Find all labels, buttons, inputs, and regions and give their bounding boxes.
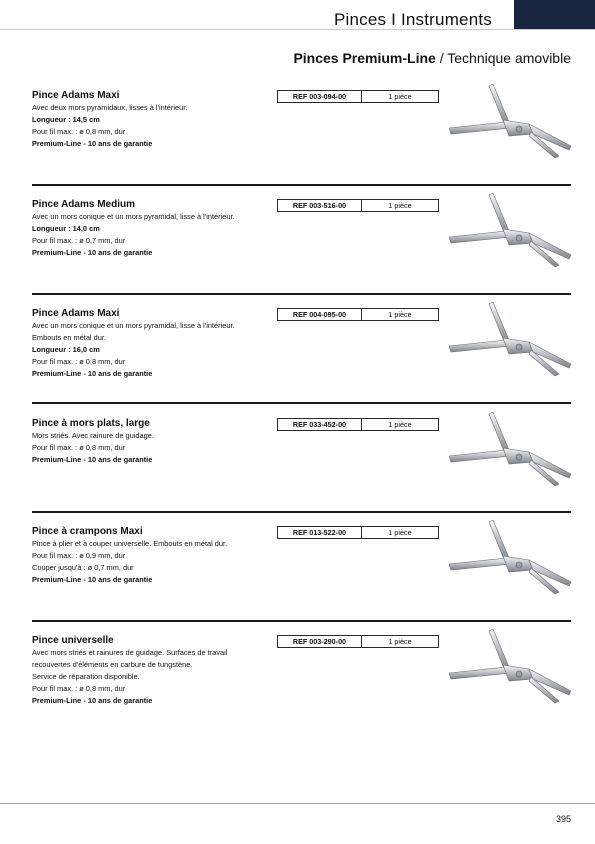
order-reference-box (277, 199, 439, 212)
product-divider (32, 402, 571, 404)
product-detail-line: Premium-Line - 10 ans de garantie (32, 455, 153, 464)
package-quantity: 1 pièce (388, 201, 412, 210)
product-detail-line: Pour fil max. : ø 0,7 mm, dur (32, 236, 126, 245)
product-detail-line: Premium-Line - 10 ans de garantie (32, 248, 153, 257)
flat-plier-icon (449, 412, 573, 496)
product-detail-line: Couper jusqu'à : ø 0,7 mm, dur (32, 563, 134, 572)
reference-number: REF 003-094-00 (278, 91, 362, 102)
product-divider (32, 293, 571, 295)
product-info (32, 635, 272, 707)
reference-number: REF 003-290-00 (278, 636, 362, 647)
product-detail-line: Pince à plier et à couper universelle. Embouts en métal dur. (32, 539, 228, 548)
product-name: Pince à crampons Maxi (32, 526, 143, 537)
product-detail-line: Pour fil max. : ø 0,8 mm, dur (32, 127, 126, 136)
adams-plier-icon (449, 193, 573, 277)
header-rule (0, 29, 595, 30)
product-detail-line: Avec deux mors pyramidaux, lisses à l'intérieur. (32, 103, 188, 112)
product-name: Pince Adams Maxi (32, 90, 120, 101)
order-reference-box (277, 526, 439, 539)
product-detail-line: Service de réparation disponible. (32, 672, 140, 681)
adams-plier-icon (449, 302, 573, 386)
product-info (32, 90, 272, 150)
product-info (32, 418, 272, 466)
product-info (32, 199, 272, 259)
package-quantity: 1 pièce (388, 528, 412, 537)
product-divider (32, 511, 571, 513)
package-quantity: 1 pièce (388, 310, 412, 319)
product-detail-line: Longueur : 14,0 cm (32, 224, 100, 233)
product-detail-line: Pour fil max. : ø 0,8 mm, dur (32, 443, 126, 452)
footer-rule (0, 803, 595, 804)
product-detail-line: Premium-Line - 10 ans de garantie (32, 139, 153, 148)
package-quantity: 1 pièce (388, 92, 412, 101)
product-divider (32, 184, 571, 186)
section-title-rest: / Technique amovible (435, 50, 571, 66)
product-detail-line: Premium-Line - 10 ans de garantie (32, 696, 153, 705)
product-detail-line: Pour fil max. : ø 0,8 mm, dur (32, 357, 126, 366)
package-quantity: 1 pièce (388, 420, 412, 429)
product-name: Pince universelle (32, 635, 114, 646)
reference-number: REF 013-522-00 (278, 527, 362, 538)
product-detail-line: Avec un mors conique et un mors pyramidal, lisse à l'intérieur. (32, 212, 235, 221)
adams-plier-icon (449, 84, 573, 168)
product-detail-line: Longueur : 14,5 cm (32, 115, 100, 124)
product-detail-line: Premium-Line - 10 ans de garantie (32, 575, 153, 584)
reference-number: REF 003-516-00 (278, 200, 362, 211)
product-detail-line: Pour fil max. : ø 0,8 mm, dur (32, 684, 126, 693)
product-detail-line: Mors striés. Avec rainure de guidage. (32, 431, 154, 440)
product-detail-line: Avec un mors conique et un mors pyramidal, lisse à l'intérieur. (32, 321, 235, 330)
product-detail-line: Embouts en métal dur. (32, 333, 106, 342)
universal-plier-icon (449, 629, 573, 713)
product-name: Pince à mors plats, large (32, 418, 150, 429)
section-title-bold: Pinces Premium-Line (293, 50, 436, 66)
product-info (32, 526, 272, 586)
order-reference-box (277, 418, 439, 431)
product-name: Pince Adams Medium (32, 199, 135, 210)
order-reference-box (277, 635, 439, 648)
header-accent-block (514, 0, 595, 29)
product-detail-line: recouvertes d'éléments en carbure de tungstène. (32, 660, 193, 669)
product-detail-line: Avec mors striés et rainures de guidage. Surfaces de travail (32, 648, 228, 657)
product-detail-line: Premium-Line - 10 ans de garantie (32, 369, 153, 378)
product-info (32, 308, 272, 380)
page-header-title: Pinces I Instruments (333, 10, 492, 29)
page-number: 395 (555, 814, 571, 824)
order-reference-box (277, 308, 439, 321)
product-detail-line: Pour fil max. : ø 0,9 mm, dur (32, 551, 126, 560)
product-divider (32, 620, 571, 622)
reference-number: REF 004-095-00 (278, 309, 362, 320)
product-name: Pince Adams Maxi (32, 308, 120, 319)
section-title (293, 50, 571, 66)
product-detail-line: Longueur : 16,0 cm (32, 345, 100, 354)
reference-number: REF 033-452-00 (278, 419, 362, 430)
package-quantity: 1 pièce (388, 637, 412, 646)
clasp-plier-icon (449, 520, 573, 604)
order-reference-box (277, 90, 439, 103)
